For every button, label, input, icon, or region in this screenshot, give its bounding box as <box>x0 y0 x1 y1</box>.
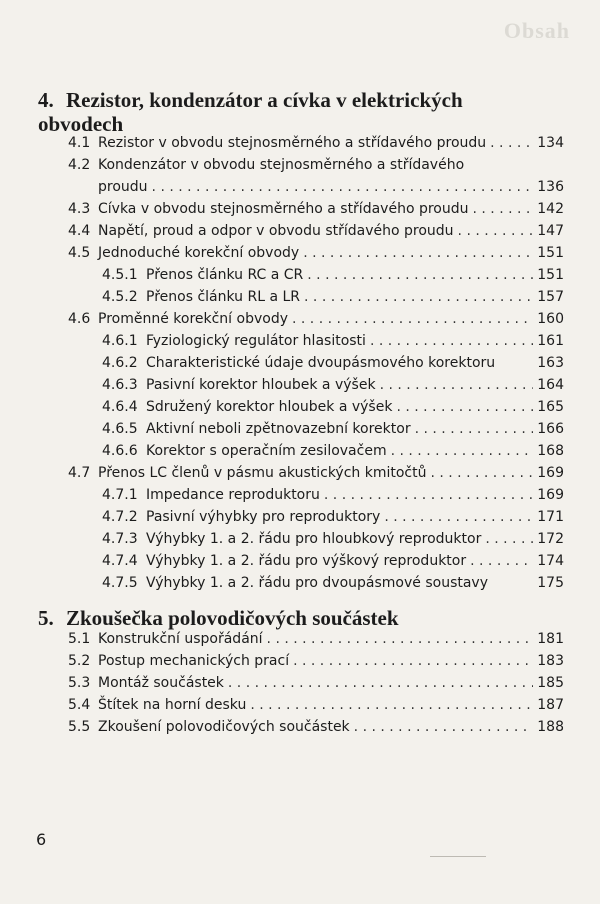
toc-entry-page: 160 <box>537 311 564 327</box>
toc-entry-title: Napětí, proud a odpor v obvodu střídavého proudu <box>98 223 454 239</box>
toc-entry-5-5[interactable] <box>68 716 564 738</box>
toc-entry-5-4[interactable] <box>68 694 564 716</box>
toc-entry-page: 187 <box>537 697 564 713</box>
toc-entry-number: 4.5.1 <box>102 267 138 283</box>
toc-entry-number: 5.4 <box>68 697 91 713</box>
toc-entry-page: 188 <box>537 719 564 735</box>
toc-entry-4-7-4[interactable] <box>102 550 564 572</box>
toc-entry-number: 4.4 <box>68 223 91 239</box>
dot-leader <box>396 396 533 418</box>
toc-entry-4-6-5[interactable] <box>102 418 564 440</box>
toc-entry-page: 168 <box>537 443 564 459</box>
toc-entry-title: Postup mechanických prací <box>98 653 290 669</box>
footer-rule <box>430 856 486 857</box>
toc-entry-page: 142 <box>537 201 564 217</box>
toc-entry-title: Konstrukční uspořádání <box>98 631 263 647</box>
toc-entry-page: 181 <box>537 631 564 647</box>
toc-entry-number: 4.5.2 <box>102 289 138 305</box>
toc-entry-title: Zkoušení polovodičových součástek <box>98 719 350 735</box>
toc-entry-number: 4.6.4 <box>102 399 138 415</box>
toc-entry-title: Charakteristické údaje dvoupásmového korektoru <box>146 355 496 371</box>
toc-entry-title: Pasivní korektor hloubek a výšek <box>146 377 376 393</box>
chapter-4-title[interactable] <box>38 88 558 136</box>
dot-leader <box>458 220 534 242</box>
dot-leader <box>293 650 533 672</box>
toc-entry-title: Pasivní výhybky pro reproduktory <box>146 509 381 525</box>
toc-entry-4-3[interactable] <box>68 198 564 220</box>
dot-leader <box>324 484 533 506</box>
toc-entry-4-7-5[interactable] <box>102 572 564 594</box>
toc-entry-5-1[interactable] <box>68 628 564 650</box>
toc-entry-title-continued: proudu <box>98 179 148 195</box>
dot-leader <box>250 694 533 716</box>
toc-entry-title: Fyziologický regulátor hlasitosti <box>146 333 366 349</box>
toc-entry-page: 172 <box>537 531 564 547</box>
toc-entry-number: 5.2 <box>68 653 91 669</box>
toc-entry-page: 163 <box>537 355 564 371</box>
toc-entry-number: 5.5 <box>68 719 91 735</box>
chapter-4-title-line2: obvodech <box>38 112 124 136</box>
toc-entry-title: Rezistor v obvodu stejnosměrného a střídavého proudu <box>98 135 487 151</box>
toc-entry-page: 157 <box>537 289 564 305</box>
toc-entry-title: Montáž součástek <box>98 675 224 691</box>
toc-entry-number: 4.1 <box>68 135 91 151</box>
dot-leader <box>415 418 534 440</box>
toc-entry-number: 4.6.3 <box>102 377 138 393</box>
toc-entry-4-7[interactable] <box>68 462 564 484</box>
toc-entry-title: Výhybky 1. a 2. řádu pro dvoupásmové soustavy <box>146 575 489 591</box>
toc-entry-4-6[interactable] <box>68 308 564 330</box>
toc-entry-number: 4.6.2 <box>102 355 138 371</box>
toc-entry-4-6-2[interactable] <box>102 352 564 374</box>
dot-leader <box>152 176 534 198</box>
toc-entry-4-1[interactable] <box>68 132 564 154</box>
dot-leader <box>370 330 533 352</box>
toc-entry-page: 151 <box>537 245 564 261</box>
dot-leader <box>384 506 533 528</box>
toc-entry-title: Kondenzátor v obvodu stejnosměrného a střídavého <box>98 157 465 173</box>
toc-entry-number: 4.6.5 <box>102 421 138 437</box>
toc-entry-number: 4.7.1 <box>102 487 138 503</box>
dot-leader <box>470 550 533 572</box>
toc-entry-number: 4.5 <box>68 245 91 261</box>
chapter-4-title-line1: Rezistor, kondenzátor a cívka v elektrických <box>66 88 463 112</box>
toc-entry-number: 4.7.2 <box>102 509 138 525</box>
toc-entry-4-6-1[interactable] <box>102 330 564 352</box>
toc-entry-page: 183 <box>537 653 564 669</box>
dot-leader <box>304 286 533 308</box>
dot-leader <box>430 462 533 484</box>
toc-entry-number: 4.7 <box>68 465 91 481</box>
toc-entry-title: Přenos LC členů v pásmu akustických kmitočtů <box>98 465 427 481</box>
toc-entry-5-2[interactable] <box>68 650 564 672</box>
toc-entry-4-2[interactable] <box>68 154 564 176</box>
toc-entry-4-6-6[interactable] <box>102 440 564 462</box>
chapter-5-title[interactable] <box>38 606 558 630</box>
toc-entry-page: 174 <box>537 553 564 569</box>
toc-entry-title: Jednoduché korekční obvody <box>98 245 300 261</box>
dot-leader <box>485 528 533 550</box>
toc-entry-page: 164 <box>537 377 564 393</box>
toc-entry-title: Korektor s operačním zesilovačem <box>146 443 387 459</box>
toc-entry-number: 4.7.4 <box>102 553 138 569</box>
dot-leader <box>391 440 534 462</box>
toc-entry-title: Aktivní neboli zpětnovazební korektor <box>146 421 411 437</box>
toc-entry-number: 4.7.3 <box>102 531 138 547</box>
dot-leader <box>307 264 533 286</box>
toc-entry-title: Výhybky 1. a 2. řádu pro hloubkový reproduktor <box>146 531 482 547</box>
chapter-5-number: 5. <box>38 606 54 630</box>
toc-entry-title: Výhybky 1. a 2. řádu pro výškový reproduktor <box>146 553 467 569</box>
toc-entry-number: 4.6.1 <box>102 333 138 349</box>
toc-entry-title: Sdružený korektor hloubek a výšek <box>146 399 393 415</box>
toc-entry-page: 175 <box>537 575 564 591</box>
dot-leader <box>228 672 533 694</box>
toc-entry-title: Cívka v obvodu stejnosměrného a střídavého proudu <box>98 201 469 217</box>
toc-entry-4-4[interactable] <box>68 220 564 242</box>
dot-leader <box>267 628 534 650</box>
toc-entry-4-5-1[interactable] <box>102 264 564 286</box>
toc-entry-number: 5.3 <box>68 675 91 691</box>
toc-entry-title: Impedance reproduktoru <box>146 487 320 503</box>
toc-entry-page: 161 <box>537 333 564 349</box>
dot-leader <box>303 242 533 264</box>
toc-entry-4-7-1[interactable] <box>102 484 564 506</box>
chapter-5-title-text: Zkoušečka polovodičových součástek <box>66 606 399 630</box>
toc-entry-4-5-2[interactable] <box>102 286 564 308</box>
dot-leader <box>380 374 534 396</box>
toc-entry-number: 4.6 <box>68 311 91 327</box>
toc-entry-title: Štítek na horní desku <box>98 697 247 713</box>
page-number: 6 <box>36 830 47 849</box>
toc-entry-4-6-3[interactable] <box>102 374 564 396</box>
dot-leader <box>292 308 533 330</box>
toc-entry-page: 136 <box>537 179 564 195</box>
toc-entry-number: 5.1 <box>68 631 91 647</box>
chapter-4-number: 4. <box>38 88 54 112</box>
dot-leader <box>490 132 533 154</box>
dot-leader <box>473 198 534 220</box>
toc-entry-4-7-2[interactable] <box>102 506 564 528</box>
ghost-heading: Obsah <box>503 18 570 43</box>
toc-entry-4-2-cont[interactable] <box>98 176 564 198</box>
toc-entry-page: 169 <box>537 465 564 481</box>
toc-entry-page: 169 <box>537 487 564 503</box>
toc-entry-page: 151 <box>537 267 564 283</box>
toc-entry-4-5[interactable] <box>68 242 564 264</box>
toc-entry-number: 4.6.6 <box>102 443 138 459</box>
toc-entry-page: 185 <box>537 675 564 691</box>
toc-entry-4-6-4[interactable] <box>102 396 564 418</box>
toc-entry-page: 147 <box>537 223 564 239</box>
toc-entry-number: 4.7.5 <box>102 575 138 591</box>
toc-entry-title: Proměnné korekční obvody <box>98 311 288 327</box>
toc-entry-page: 134 <box>537 135 564 151</box>
toc-entry-page: 166 <box>537 421 564 437</box>
toc-entry-5-3[interactable] <box>68 672 564 694</box>
toc-entry-page: 171 <box>537 509 564 525</box>
toc-entry-4-7-3[interactable] <box>102 528 564 550</box>
toc-entry-page: 165 <box>537 399 564 415</box>
toc-entry-number: 4.3 <box>68 201 91 217</box>
toc-entry-title: Přenos článku RC a CR <box>146 267 304 283</box>
toc-entry-title: Přenos článku RL a LR <box>146 289 301 305</box>
dot-leader <box>354 716 534 738</box>
toc-entry-number: 4.2 <box>68 157 91 173</box>
